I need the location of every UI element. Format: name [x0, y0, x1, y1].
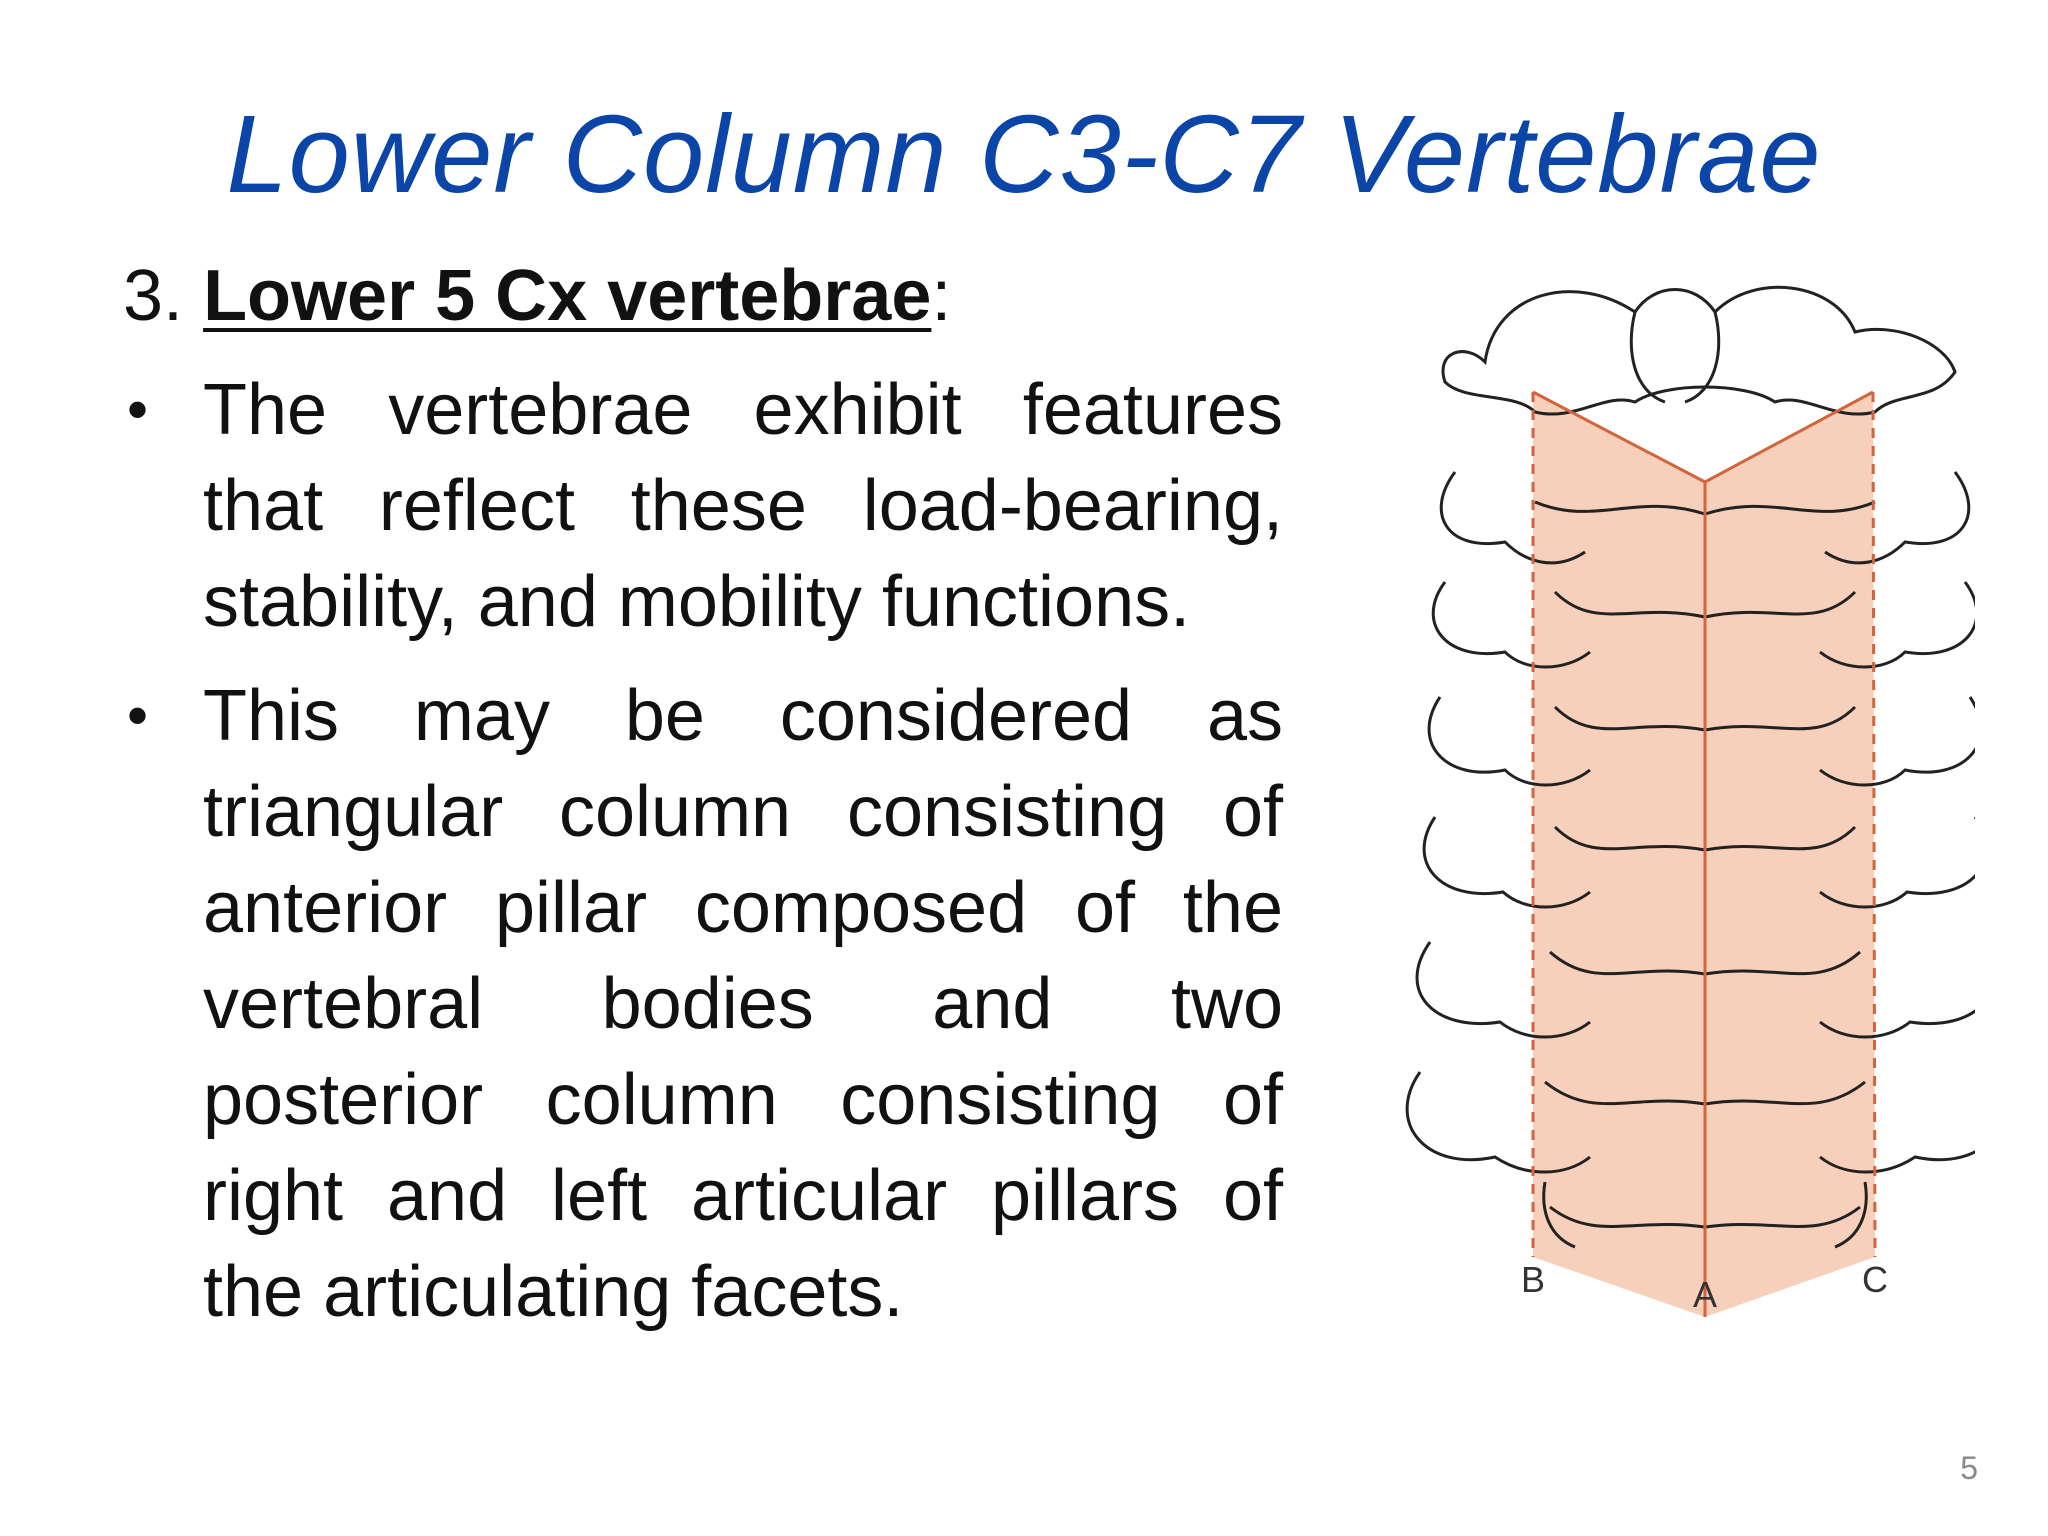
bullet-text: This may be considered as triangular column consisting of anterior pillar composed of the vertebral bodies and two posterior column consisting of right and left articular pillars of the articulating facets. [203, 676, 1283, 1332]
cervical-spine-illustration [1335, 252, 1975, 1322]
section-heading [123, 248, 1283, 344]
upper-vertebrae [1443, 287, 1955, 414]
heading-number: 3. [123, 256, 204, 336]
heading-text: Lower 5 Cx vertebrae [203, 256, 932, 336]
slide-body [123, 248, 1283, 1358]
bullet-list [123, 362, 1283, 1340]
bullet-item [123, 668, 1283, 1340]
bullet-item [123, 362, 1283, 650]
heading-suffix: : [931, 256, 952, 336]
page-number: 5 [1960, 1450, 1978, 1486]
bullet-text: The vertebrae exhibit features that reflect these load-bearing, stability, and mobility functions. [203, 370, 1283, 642]
bullet-dot-icon: • [127, 682, 149, 749]
figure-label-right: C [1862, 1259, 1888, 1300]
figure-label-left: B [1520, 1259, 1546, 1300]
figure-label-center: A [1692, 1274, 1718, 1315]
bullet-dot-icon: • [127, 376, 149, 443]
slide-title: Lower Column C3-C7 Vertebrae [226, 93, 1822, 216]
